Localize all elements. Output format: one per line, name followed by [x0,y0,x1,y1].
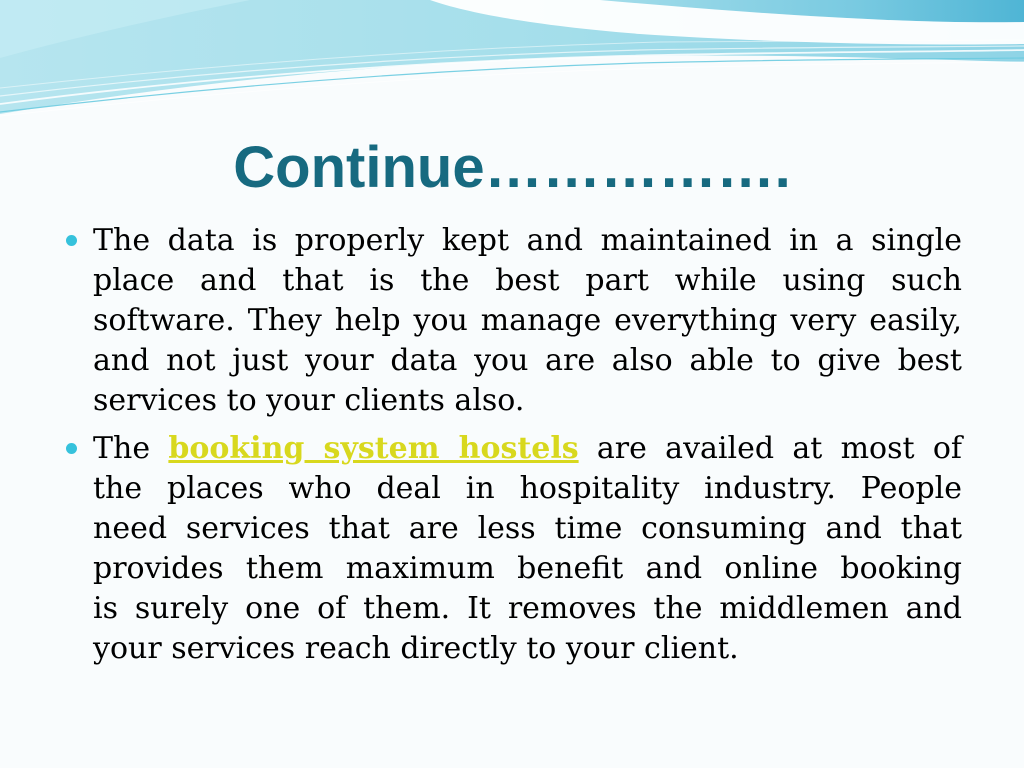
text-segment: are availed at most of [578,431,962,466]
bullet-text-line: services to your clients also. [93,383,525,418]
bullet-text-line: place and that is the best part while using such [93,263,962,298]
slide-title: Continue……………. [233,135,791,200]
booking-system-hostels-link[interactable]: booking system hostels [168,431,579,466]
circle-bullet-icon [66,443,77,454]
circle-bullet-icon [66,235,77,246]
bullet-text-line: provides them maximum benefit and online booking [93,551,962,586]
bullet-text-line: need services that are less time consuming and that [93,511,962,546]
bullet-text-line: your services reach directly to your client. [93,631,739,666]
top-wave-decoration [0,0,1024,130]
bullet-text-line: is surely one of them. It removes the middlemen and [93,591,962,626]
bullet-item [93,429,962,669]
bullet-list [93,221,962,669]
bullet-text-line: the places who deal in hospitality industry. People [93,471,962,506]
bullet-text-line: The data is properly kept and maintained in a single [93,223,962,258]
bullet-text-line: software. They help you manage everything very easily, [93,303,962,338]
text-segment: The [93,431,169,466]
bullet-item [93,221,962,421]
bullet-text-line [93,429,962,469]
bullet-text-line: and not just your data you are also able to give best [93,343,962,378]
